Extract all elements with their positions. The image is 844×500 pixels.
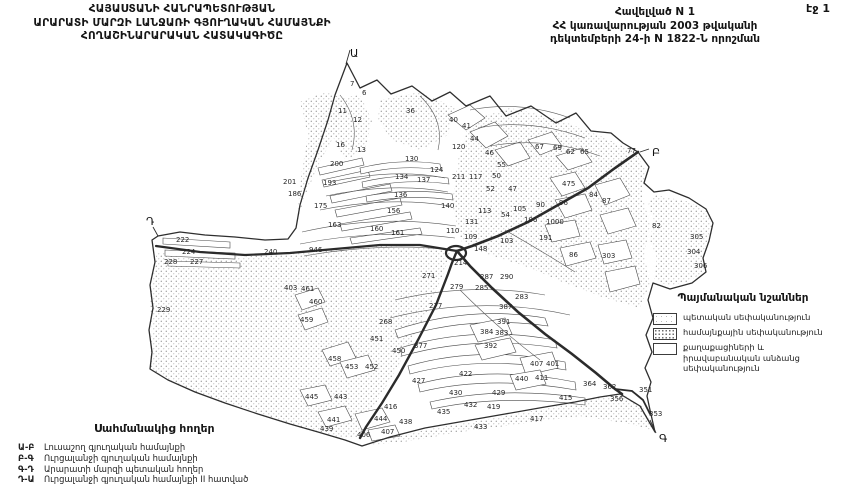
parcel-number: 401: [546, 360, 560, 368]
parcel-number: 134: [395, 173, 409, 181]
legend-item-label: քաղաքացիների և իրավաբանական անձանց սեփականություն: [683, 342, 800, 373]
parcel-number: 364: [583, 380, 597, 388]
parcel-number: 439: [320, 425, 334, 433]
parcel-number: 444: [374, 415, 388, 423]
parcel-number: 387: [499, 303, 513, 311]
parcel-number: 214: [454, 259, 468, 267]
border-lands-row: [18, 474, 348, 485]
parcel-number: 40: [449, 116, 458, 124]
boundary-letter: Ա: [350, 47, 359, 60]
parcel-number: 186: [288, 190, 302, 198]
parcel-number: 11: [338, 107, 347, 115]
parcel-number: 227: [190, 258, 204, 266]
parcel-number: 433: [474, 423, 488, 431]
parcel-number: 384: [480, 328, 494, 336]
parcel-number: 41: [462, 122, 471, 130]
parcel-number: 416: [384, 403, 398, 411]
parcel-number: 407: [530, 360, 544, 368]
border-segment-code: Ա-Բ: [18, 442, 35, 452]
parcel-number: 120: [452, 143, 466, 151]
parcel-number: 148: [474, 245, 488, 253]
parcel-number: 191: [539, 234, 553, 242]
parcel-number: 228: [164, 258, 178, 266]
parcel-number: 201: [283, 178, 297, 186]
state-property-swatch: [653, 313, 677, 325]
parcel-number: 422: [459, 370, 473, 378]
border-segment-code: Գ-Դ: [18, 463, 34, 474]
community-property-swatch: [653, 328, 677, 340]
parcel-number: 460: [309, 298, 323, 306]
parcel-number: 50: [492, 172, 501, 180]
parcel-number: 65: [580, 148, 589, 156]
border-lands-title: Սահմանակից հողեր: [94, 422, 215, 435]
parcel-number: 290: [500, 273, 514, 281]
parcel-number: 271: [422, 272, 436, 280]
annex-line2: ՀՀ կառավարության 2003 թվականի: [552, 19, 758, 32]
parcel-number: 13: [357, 146, 366, 154]
border-segment-label: Ուրցալանջի գյուղական համայնքի: [44, 452, 198, 463]
parcel-number: 105: [513, 205, 527, 213]
parcel-number: 16: [336, 141, 345, 149]
parcel-number: 356: [610, 395, 624, 403]
parcel-number: 7: [350, 80, 355, 88]
private-property-swatch: [653, 343, 677, 355]
parcel-number: 427: [412, 377, 426, 385]
parcel-number: 86: [569, 251, 578, 259]
legend-item-state: [653, 312, 833, 325]
parcel-number: 304: [687, 248, 701, 256]
legend-item-label: համայնքային սեփականություն: [683, 327, 823, 337]
parcel-number: 435: [437, 408, 451, 416]
border-lands-row: [18, 464, 348, 475]
legend-item-community: [653, 327, 833, 340]
map-title-line1: ՀԱՅԱՍՏԱՆԻ ՀԱՆՐԱՊԵՏՈՒԹՅԱՆ: [88, 3, 276, 15]
parcel-number: 137: [417, 176, 431, 184]
map-title: [6, 3, 358, 44]
parcel-number: 440: [515, 375, 529, 383]
parcel-number: 383: [495, 329, 509, 337]
border-segment-label: Ուրցալանջի գյուղական համայնքի II հատված: [44, 474, 249, 485]
parcel-number: 946: [309, 246, 323, 254]
border-lands-legend: [18, 422, 348, 485]
parcel-number: 224: [182, 248, 196, 256]
parcel-number: 55: [497, 161, 506, 169]
parcel-number: 103: [500, 237, 514, 245]
parcel-number: 430: [449, 389, 463, 397]
parcel-number: 351: [639, 386, 653, 394]
parcel-number: 222: [176, 236, 190, 244]
parcel-number: 211: [452, 173, 466, 181]
parcel-number: 117: [469, 173, 483, 181]
parcel-number: 392: [484, 342, 498, 350]
parcel-number: 161: [391, 229, 405, 237]
parcel-number: 277: [429, 302, 443, 310]
parcel-number: 6: [362, 89, 367, 97]
parcel-number: 47: [508, 185, 517, 193]
annex-line3: դեկտեմբերի 24-ի N 1822-Ն որոշման: [549, 33, 761, 45]
parcel-number: 193: [323, 179, 337, 187]
border-lands-row: [18, 453, 348, 464]
boundary-letter: Բ: [652, 146, 661, 159]
parcel-number: 475: [562, 180, 576, 188]
parcel-number: 438: [399, 418, 413, 426]
parcel-number: 46: [485, 149, 494, 157]
border-segment-label: Լուսաշող գյուղական համայնքի: [44, 442, 186, 452]
parcel-number: 362: [603, 383, 617, 391]
parcel-number: 140: [441, 202, 455, 210]
parcel-number: 285: [475, 284, 489, 292]
parcel-number: 303: [602, 252, 616, 260]
parcel-number: 136: [394, 191, 408, 199]
parcel-number: 106: [524, 216, 538, 224]
page-number: էջ 1: [806, 2, 830, 15]
parcel-number: 156: [387, 207, 401, 215]
parcel-number: 459: [300, 316, 314, 324]
parcel-number: 406: [357, 431, 371, 439]
parcel-number: 450: [392, 347, 406, 355]
annex-reference: [520, 6, 790, 47]
parcel-number: 77: [627, 147, 636, 155]
parcel-number: 306: [694, 262, 708, 270]
parcel-number: 279: [450, 283, 464, 291]
parcel-number: 445: [305, 393, 319, 401]
border-segment-label: Արարատի մարզի պետական հողեր: [44, 463, 204, 474]
parcel-number: 87: [602, 197, 611, 205]
border-segment-code: Դ-Ա: [18, 474, 35, 485]
parcel-number: 109: [464, 233, 478, 241]
boundary-letter: Գ: [659, 432, 668, 445]
parcel-number: 407: [381, 428, 395, 436]
parcel-number: 451: [370, 335, 384, 343]
conventional-signs-legend: [653, 292, 833, 376]
parcel-number: 62: [566, 148, 575, 156]
legend-title: Պայմանական նշաններ: [677, 292, 809, 304]
parcel-number: 69: [553, 144, 562, 152]
parcel-number: 441: [327, 416, 341, 424]
parcel-number: 67: [535, 143, 544, 151]
parcel-number: 391: [497, 318, 511, 326]
parcel-number: 12: [353, 116, 362, 124]
parcel-number: 84: [589, 191, 598, 199]
parcel-number: 305: [690, 233, 704, 241]
annex-line1: Հավելված N 1: [614, 6, 696, 18]
parcel-number: 419: [487, 403, 501, 411]
parcel-number: 52: [486, 185, 495, 193]
parcel-number: 175: [314, 202, 328, 210]
parcel-number: 403: [284, 284, 298, 292]
parcel-number: 240: [264, 248, 278, 256]
parcel-number: 353: [649, 410, 663, 418]
parcel-number: 113: [478, 207, 492, 215]
parcel-number: 268: [379, 318, 393, 326]
parcel-number: 411: [535, 374, 549, 382]
parcel-number: 229: [157, 306, 171, 314]
parcel-number: 453: [345, 363, 359, 371]
parcel-number: 110: [446, 227, 460, 235]
parcel-number: 131: [465, 218, 479, 226]
parcel-number: 417: [530, 415, 544, 423]
legend-item-private: [653, 342, 833, 374]
map-title-line2: ԱՐԱՐԱՏԻ ՄԱՐԶԻ ԼԱՆՋԱՌԻ ԳՅՈՒՂԱԿԱՆ ՀԱՄԱՅՆՔԻ: [33, 16, 331, 29]
parcel-number: 452: [365, 363, 379, 371]
parcel-number: 458: [328, 355, 342, 363]
parcel-number: 90: [536, 201, 545, 209]
parcel-number: 432: [464, 401, 478, 409]
parcel-number: 163: [328, 221, 342, 229]
parcel-number: 160: [370, 225, 384, 233]
parcel-number: 130: [405, 155, 419, 163]
parcel-number: 54: [501, 211, 510, 219]
parcel-number: 44: [470, 135, 479, 143]
parcel-number: 96: [559, 199, 568, 207]
parcel-number: 461: [301, 285, 315, 293]
boundary-letter: Դ: [146, 215, 155, 228]
parcel-number: 415: [559, 394, 573, 402]
legend-item-label: պետական սեփականություն: [683, 312, 811, 322]
parcel-number: 124: [430, 166, 444, 174]
parcel-number: 200: [330, 160, 344, 168]
parcel-number: 283: [515, 293, 529, 301]
parcel-number: 36: [406, 107, 415, 115]
border-lands-row: [18, 442, 348, 453]
parcel-number: 1000: [546, 218, 564, 226]
parcel-number: 443: [334, 393, 348, 401]
map-title-line3: ՀՈՂԱՇԻՆԱՐԱՐԱԿԱՆ ՀԱՏԱԿԱԳԻԾԸ: [80, 30, 284, 42]
border-segment-code: Բ-Գ: [18, 452, 34, 463]
parcel-number: 429: [492, 389, 506, 397]
parcel-number: 377: [414, 342, 428, 350]
parcel-number: 82: [652, 222, 661, 230]
parcel-number: 287: [480, 273, 494, 281]
